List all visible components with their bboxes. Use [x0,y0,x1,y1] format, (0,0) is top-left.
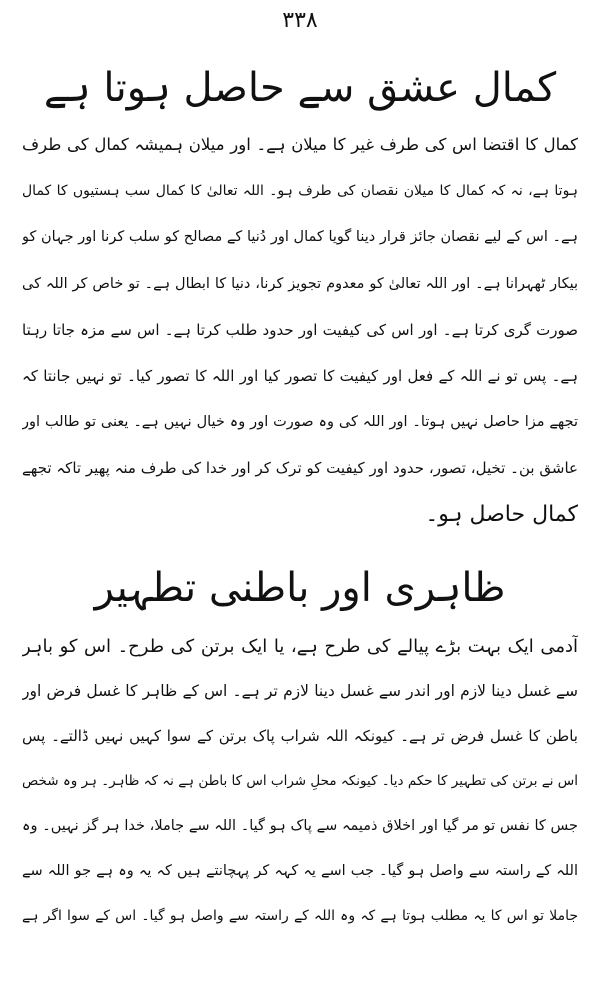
paragraph-line: کمال حاصل ہو۔ [425,501,578,527]
paragraph-line: جاملا تو اس کا یہ مطلب ہوتا ہے کہ وہ اللہ کے راستہ سے واصل ہو گیا۔ اس کے سوا اگر ہے [22,908,578,924]
page-number: ۳۳۸ [282,8,318,33]
paragraph-tatheer [22,624,578,939]
paragraph-line: آدمی ایک بہت بڑے پیالے کی طرح ہے، یا ایک برتن کی طرح۔ اس کو باہر [22,636,578,657]
paragraph-line: جس کا نفس تو مر گیا اور اخلاق ذمیمہ سے پاک ہو گیا۔ اللہ سے جاملا، خدا ہر گز نہیں۔ وہ [22,818,578,834]
paragraph-line: ہوتا ہے، نہ کہ کمال کا میلان نقصان کی طرف ہو۔ اللہ تعالیٰ کا کمال سب ہستیوں کا کمال [22,183,578,200]
paragraph-line: کمال کا اقتضا اس کی طرف غیر کا میلان ہے۔ اور میلان ہمیشہ کمال کی طرف [22,135,578,154]
section-heading-tatheer: ظاہری اور باطنی تطہیر [94,565,506,611]
paragraph-line: عاشق بن۔ تخیل، تصور، حدود اور کیفیت کو ترک کر اور خدا کی طرف منہ پھیر تاکہ تجھے [22,459,578,478]
paragraph-line: باطن کا غسل فرض تر ہے۔ کیونکہ اللہ شراب پاک برتن کے سوا کہیں نہیں ڈالتے۔ پس [22,727,578,745]
paragraph-line: بیکار ٹھہرانا ہے۔ اور اللہ تعالیٰ کو معدوم تجویز کرنا، دنیا کا ابطال ہے۔ تو خاص کر اللہ کی [22,275,578,292]
paragraph-line: ہے۔ پس تو نے اللہ کے فعل اور کیفیت کا تصور کیا اور اللہ کا تصور کیا۔ تو نہیں جانتا کہ [22,366,578,385]
paragraph-line: اس نے برتن کی تطہیر کا حکم دیا۔ کیونکہ محلِ شراب اس کا باطن ہے نہ کہ ظاہر۔ ہر وہ شخص [22,773,578,789]
paragraph-line: تجھے مزا حاصل نہیں ہوتا۔ اور اللہ کی وہ صورت اور وہ خیال نہیں ہے۔ یعنی تو طالب اور [22,414,578,431]
paragraph-line: اللہ کے راستہ سے واصل ہو گیا۔ جب اسے یہ کہہ کر پہچانتے ہیں کہ یہ وہ ہے جو اللہ سے [22,863,578,879]
section-heading-kamal: کمال عشق سے حاصل ہوتا ہے [43,65,557,111]
paragraph-kamal [22,122,578,538]
paragraph-line: سے غسل دینا لازم اور اندر سے غسل دینا لازم تر ہے۔ اس کے ظاہر کا غسل فرض اور [22,682,578,700]
paragraph-line: صورت گری کرتا ہے۔ اور اس کی کیفیت اور حدود طلب کرتا ہے۔ اس سے مزہ جاتا رہتا [22,320,578,339]
paragraph-line: ہے۔ اس کے لیے نقصان جائز قرار دینا گویا کمال اور دُنیا کے مصالح کو سلب کرنا اور جہان کو [22,229,578,246]
